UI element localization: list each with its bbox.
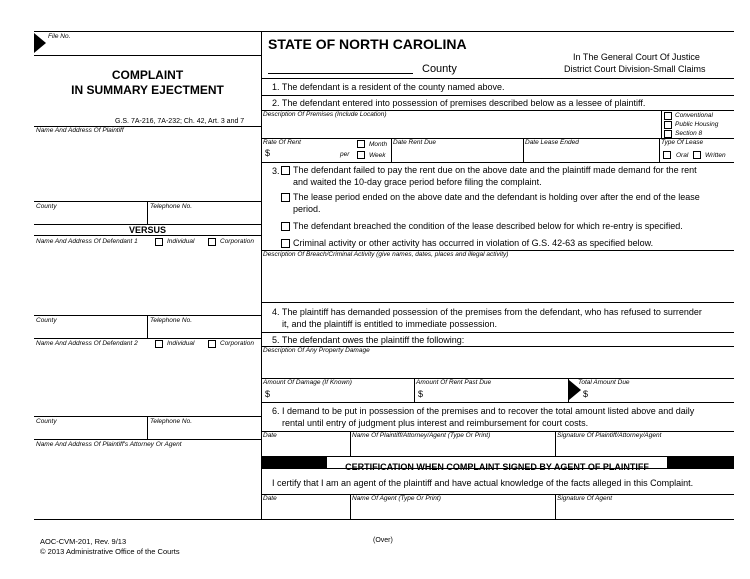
court-line2: District Court Division-Small Claims <box>564 64 706 74</box>
file-no-label: File No. <box>48 33 71 40</box>
defendant2-individual-checkbox[interactable] <box>155 340 163 348</box>
plaintiff-county-label: County <box>36 203 57 210</box>
complaint-title: COMPLAINT <box>111 68 184 82</box>
month-label: Month <box>369 141 388 148</box>
agent-signature-label: Signature Of Agent <box>557 495 613 502</box>
damage-dollar-sign: $ <box>265 389 271 399</box>
item-1: 1. The defendant is a resident of the county named above. <box>272 82 505 92</box>
date-label: Date <box>263 432 277 439</box>
versus-heading: VERSUS <box>128 225 166 235</box>
item-3-number: 3. <box>272 166 280 176</box>
week-checkbox[interactable] <box>357 151 365 159</box>
item-4-line2: it, and the plaintiff is entitled to immediate possession. <box>282 319 497 329</box>
amount-rent-label: Amount Of Rent Past Due <box>416 379 492 386</box>
conventional-checkbox[interactable] <box>664 112 672 120</box>
premises-label: Description Of Premises (Include Location) <box>263 111 387 118</box>
section8-label: Section 8 <box>675 130 703 137</box>
item-3b-line2: period. <box>293 204 321 214</box>
state-heading: STATE OF NORTH CAROLINA <box>268 36 467 52</box>
certification-text: I certify that I am an agent of the plaintiff and have actual knowledge of the facts alleged in this Complaint. <box>272 478 694 488</box>
statute-ref: G.S. 7A-216, 7A-232; Ch. 42, Art. 3 and 7 <box>115 118 245 125</box>
defendant1-telephone-label: Telephone No. <box>150 317 193 324</box>
defendant1-county-label: County <box>36 317 57 324</box>
section8-checkbox[interactable] <box>664 130 672 138</box>
defendant1-individual-label: Individual <box>167 238 195 245</box>
defendant1-individual-checkbox[interactable] <box>155 238 163 246</box>
attorney-address-label: Name And Address Of Plaintiff's Attorney Or Agent <box>36 441 182 448</box>
oral-checkbox[interactable] <box>663 151 671 159</box>
defendant2-address-label: Name And Address Of Defendant 2 <box>36 340 138 347</box>
item-3a-line1: The defendant failed to pay the rent due on the above date and the plaintiff made demand for the rent <box>293 165 697 175</box>
type-of-lease-label: Type Of Lease <box>661 139 704 146</box>
plaintiff-telephone-label: Telephone No. <box>150 203 193 210</box>
defendant2-corporation-checkbox[interactable] <box>208 340 216 348</box>
item-2: 2. The defendant entered into possession of premises described below as a lessee of plaintiff. <box>272 98 646 108</box>
court-line1: In The General Court Of Justice <box>573 52 700 62</box>
public-housing-label: Public Housing <box>675 121 719 128</box>
rate-of-rent-label: Rate Of Rent <box>263 139 301 146</box>
per-label: per <box>340 151 350 158</box>
property-damage-label: Description Of Any Property Damage <box>263 347 370 354</box>
item-3b-line1: The lease period ended on the above date and the defendant is holding over after the end of the lease <box>293 192 700 202</box>
plaintiff-name-label: Name Of Plaintiff/Attorney/Agent (Type Or Print) <box>352 432 491 439</box>
defendant1-corporation-checkbox[interactable] <box>208 238 216 246</box>
defendant1-address-label: Name And Address Of Defendant 1 <box>36 238 138 245</box>
plaintiff-address-label: Name And Address Of Plaintiff <box>36 127 124 134</box>
failed-to-pay-checkbox[interactable] <box>281 166 290 175</box>
breached-lease-checkbox[interactable] <box>281 222 290 231</box>
item-6-line1: 6. I demand to be put in possession of the premises and to recover the total amount listed above and daily <box>272 406 695 416</box>
total-dollar-sign: $ <box>583 389 589 399</box>
county-input-line[interactable] <box>268 73 413 74</box>
plaintiff-address-field[interactable] <box>34 136 261 201</box>
breach-description-label: Description Of Breach/Criminal Activity (give names, dates, places and illegal activity) <box>263 251 509 258</box>
week-label: Week <box>369 152 386 159</box>
written-checkbox[interactable] <box>693 151 701 159</box>
property-damage-field[interactable] <box>261 355 734 378</box>
complaint-subtitle: IN SUMMARY EJECTMENT <box>71 83 224 97</box>
defendant1-corporation-label: Corporation <box>220 238 254 245</box>
defendant2-telephone-label: Telephone No. <box>150 418 193 425</box>
rent-dollar-sign: $ <box>418 389 424 399</box>
month-checkbox[interactable] <box>357 140 365 148</box>
public-housing-checkbox[interactable] <box>664 121 672 129</box>
copyright: © 2013 Administrative Office of the Courts <box>40 547 180 556</box>
item-4-line1: 4. The plaintiff has demanded possession of the premises from the defendant, who has refused to surrender <box>272 307 702 317</box>
county-label: County <box>422 63 457 75</box>
file-no-arrow-icon <box>34 33 46 53</box>
rate-dollar-sign: $ <box>265 148 271 158</box>
item-6-line2: rental until entry of judgment plus interest and reimbursement for court costs. <box>282 418 589 428</box>
written-label: Written <box>705 152 726 159</box>
certification-title-box <box>327 457 667 472</box>
total-amount-label: Total Amount Due <box>578 379 630 386</box>
defendant2-county-label: County <box>36 418 57 425</box>
certification-title: CERTIFICATION WHEN COMPLAINT SIGNED BY AGENT OF PLAINTIFF <box>345 462 649 472</box>
date-rent-due-label: Date Rent Due <box>393 139 436 146</box>
amount-damage-label: Amount Of Damage (If Known) <box>263 379 352 386</box>
defendant2-corporation-label: Corporation <box>220 340 254 347</box>
cert-date-label: Date <box>263 495 277 502</box>
item-5: 5. The defendant owes the plaintiff the following: <box>272 335 465 345</box>
criminal-activity-checkbox[interactable] <box>281 239 290 248</box>
defendant2-individual-label: Individual <box>167 340 195 347</box>
conventional-label: Conventional <box>675 112 713 119</box>
plaintiff-signature-label: Signature Of Plaintiff/Attorney/Agent <box>557 432 662 439</box>
lease-ended-checkbox[interactable] <box>281 193 290 202</box>
breach-description-field[interactable] <box>261 259 734 302</box>
item-3a-line2: and waited the 10-day grace period before filing the complaint. <box>293 177 542 187</box>
item-3d: Criminal activity or other activity has occurred in violation of G.S. 42-63 as specified below. <box>293 238 654 248</box>
agent-name-label: Name Of Agent (Type Or Print) <box>352 495 441 502</box>
oral-label: Oral <box>676 152 689 159</box>
form-number: AOC-CVM-201, Rev. 9/13 <box>40 537 127 546</box>
over-note: (Over) <box>373 537 393 544</box>
date-lease-ended-label: Date Lease Ended <box>525 139 579 146</box>
item-3c: The defendant breached the condition of the lease described below for which re-entry is specified. <box>293 221 683 231</box>
